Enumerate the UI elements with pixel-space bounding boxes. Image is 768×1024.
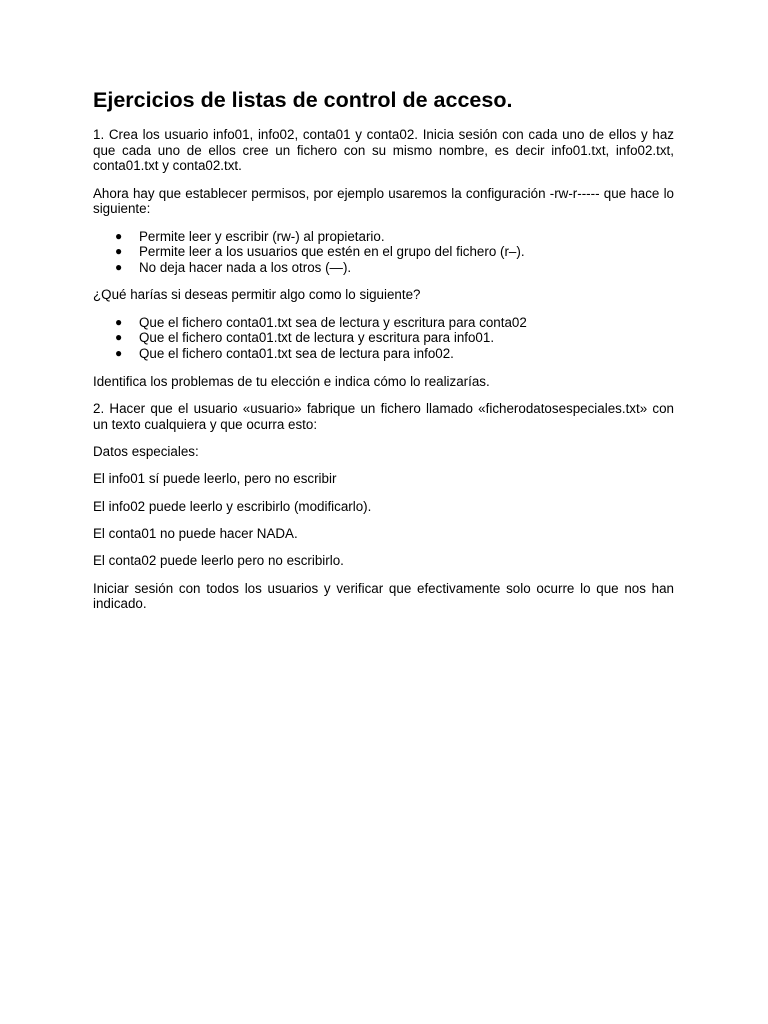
bullet-icon: ●	[115, 228, 123, 243]
bullet-icon: ●	[115, 259, 123, 274]
paragraph-exercise-1: 1. Crea los usuario info01, info02, conta01 y conta02. Inicia sesión con cada uno de ellos y haz que cada uno de ellos cree un fichero con su mismo nombre, es decir info01.txt, info02.txt, conta01.txt y conta02.txt.	[93, 127, 674, 174]
list-item	[115, 346, 674, 362]
bullet-icon: ●	[115, 330, 123, 345]
list-item-text: Permite leer y escribir (rw-) al propietario.	[139, 228, 385, 244]
list-item-text: Que el fichero conta01.txt de lectura y escritura para info01.	[139, 330, 495, 346]
bullet-icon: ●	[115, 345, 123, 360]
paragraph-permissions-intro: Ahora hay que establecer permisos, por ejemplo usaremos la configuración -rw-r----- que hace lo siguiente:	[93, 185, 674, 217]
paragraph-conta01-rule: El conta01 no puede hacer NADA.	[93, 526, 298, 542]
paragraph-exercise-2: 2. Hacer que el usuario «usuario» fabrique un fichero llamado «ficherodatosespeciales.txt» con un texto cualquiera y que ocurra esto:	[93, 400, 674, 432]
paragraph-special-data-heading: Datos especiales:	[93, 443, 199, 459]
paragraph-identify-problems: Identifica los problemas de tu elección e indica cómo lo realizarías.	[93, 373, 490, 389]
permissions-list	[93, 229, 674, 276]
document-title: Ejercicios de listas de control de acceso.	[93, 88, 513, 112]
list-item	[115, 315, 674, 331]
list-item	[115, 330, 674, 346]
paragraph-conta02-rule: El conta02 puede leerlo pero no escribirlo.	[93, 553, 344, 569]
list-item-text: Que el fichero conta01.txt sea de lectura para info02.	[139, 345, 454, 361]
list-item	[115, 244, 674, 260]
bullet-icon: ●	[115, 314, 123, 329]
bullet-icon: ●	[115, 244, 123, 259]
paragraph-question: ¿Qué harías si deseas permitir algo como lo siguiente?	[93, 287, 421, 303]
list-item-text: No deja hacer nada a los otros (—).	[139, 259, 352, 275]
list-item	[115, 229, 674, 245]
list-item-text: Que el fichero conta01.txt sea de lectura y escritura para conta02	[139, 314, 527, 330]
requirements-list	[93, 315, 674, 362]
paragraph-info01-rule: El info01 sí puede leerlo, pero no escribir	[93, 471, 337, 487]
list-item	[115, 260, 674, 276]
list-item-text: Permite leer a los usuarios que estén en el grupo del fichero (r–).	[139, 244, 525, 260]
paragraph-verify: Iniciar sesión con todos los usuarios y verificar que efectivamente solo ocurre lo que nos han indicado.	[93, 580, 674, 612]
paragraph-info02-rule: El info02 puede leerlo y escribirlo (modificarlo).	[93, 498, 372, 514]
document-page	[93, 86, 674, 624]
